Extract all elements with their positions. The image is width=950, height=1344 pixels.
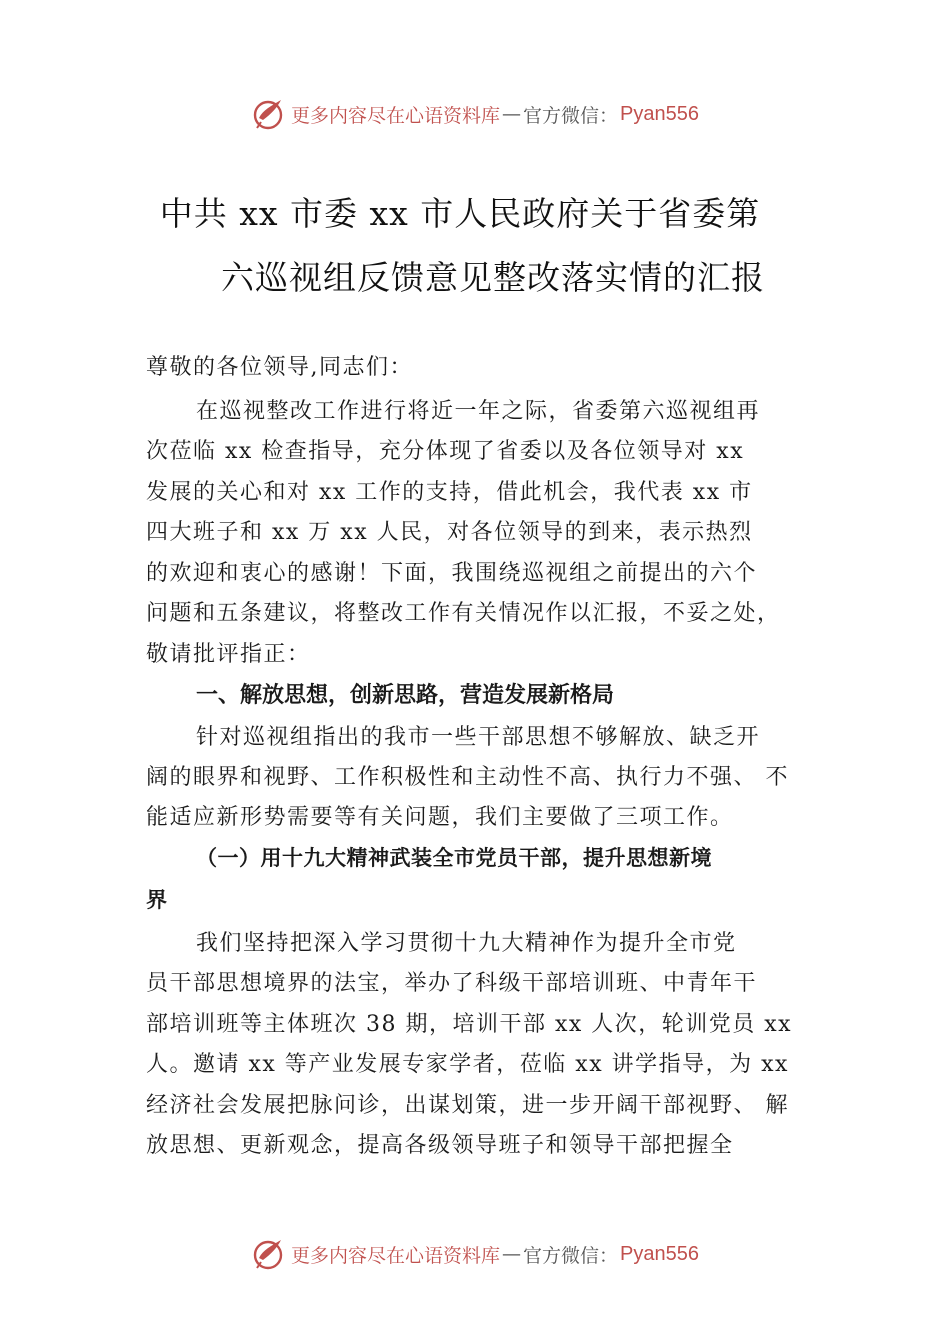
intro-line: 发展的关心和对 xx 工作的支持，借此机会，我代表 xx 市 <box>146 480 753 505</box>
section-1-line: 能适应新形势需要等有关问题，我们主要做了三项工作。 <box>146 805 734 830</box>
banner-separator: — <box>502 103 522 125</box>
intro-line: 问题和五条建议，将整改工作有关情况作以汇报，不妥之处， <box>146 601 781 626</box>
banner-separator: — <box>502 1243 522 1265</box>
footer-banner <box>0 1234 950 1274</box>
section-1-line: 阔的眼界和视野、工作积极性和主动性不高、执行力不强、 不 <box>146 765 789 790</box>
section-1-heading: 一、解放思想，创新思路，营造发展新格局 <box>196 683 615 708</box>
subsection-1-line: 员干部思想境界的法宝，举办了科级干部培训班、中青年干 <box>146 971 758 996</box>
intro-line: 敬请批评指正： <box>146 642 311 667</box>
subsection-1-line: 我们坚持把深入学习贯彻十九大精神作为提升全市党 <box>196 931 737 956</box>
subsection-1-line: 经济社会发展把脉问诊，出谋划策，进一步开阔干部视野、 解 <box>146 1093 789 1118</box>
intro-line: 的欢迎和衷心的感谢！下面，我围绕巡视组之前提出的六个 <box>146 561 758 586</box>
subsection-1-heading: 界 <box>146 888 168 912</box>
intro-line: 四大班子和 xx 万 xx 人民，对各位领导的到来，表示热烈 <box>146 520 753 545</box>
banner-wechat-id: Pyan556 <box>620 1242 699 1265</box>
subsection-1-heading: （一）用十九大精神武装全市党员干部，提升思想新境 <box>196 846 712 870</box>
subsection-1-line: 人。邀请 xx 等产业发展专家学者，莅临 xx 讲学指导，为 xx <box>146 1052 789 1077</box>
quill-logo-icon <box>251 1236 287 1272</box>
banner-wechat-id: Pyan556 <box>620 102 699 125</box>
header-banner <box>0 94 950 134</box>
intro-line: 次莅临 xx 检查指导，充分体现了省委以及各位领导对 xx <box>146 439 745 464</box>
banner-wechat-label: 官方微信： <box>523 1244 619 1267</box>
subsection-1-line: 部培训班等主体班次 38 期，培训干部 xx 人次，轮训党员 xx <box>146 1012 793 1037</box>
quill-logo-icon <box>251 96 287 132</box>
section-1-line: 针对巡视组指出的我市一些干部思想不够解放、缺乏开 <box>196 725 761 750</box>
banner-slogan: 更多内容尽在心语资料库 <box>291 104 501 127</box>
intro-line: 在巡视整改工作进行将近一年之际，省委第六巡视组再 <box>196 399 761 424</box>
banner-wechat-label: 官方微信： <box>523 104 619 127</box>
subsection-1-line: 放思想、更新观念，提高各级领导班子和领导干部把握全 <box>146 1133 734 1158</box>
banner-slogan: 更多内容尽在心语资料库 <box>291 1244 501 1267</box>
salutation: 尊敬的各位领导,同志们： <box>146 355 413 380</box>
document-title-line-2: 六巡视组反馈意见整改落实情的汇报 <box>221 258 765 297</box>
document-title-line-1: 中共 xx 市委 xx 市人民政府关于省委第 <box>159 194 761 233</box>
